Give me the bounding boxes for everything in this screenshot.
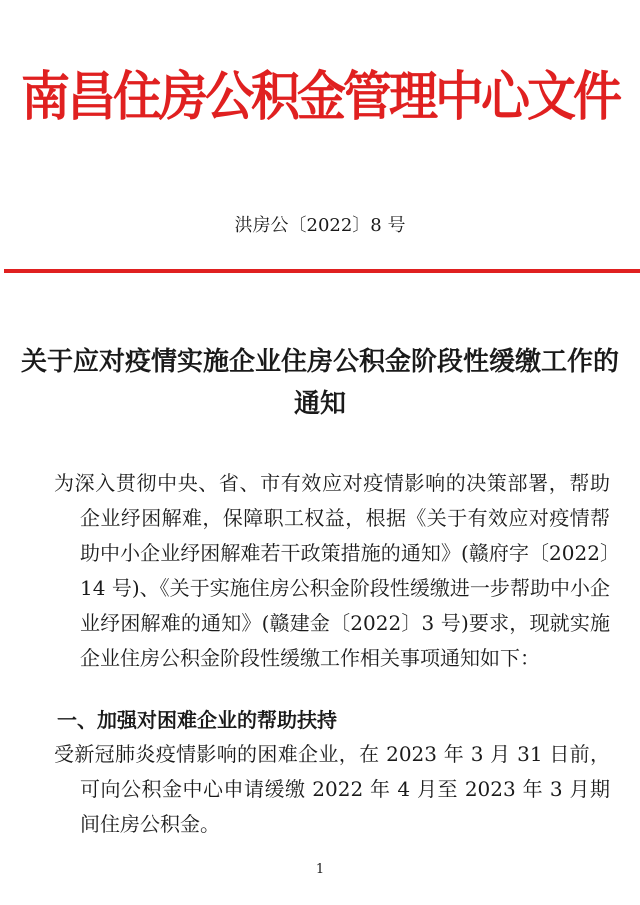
document-number: 洪房公〔2022〕8 号 [234,215,406,236]
body-paragraph-section-1: 受新冠肺炎疫情影响的困难企业，在 2023 年 3 月 31 日前，可向公积金中心申请缓缴 2022 年 4 月至 2023 年 3 月期间住房公积金。 [54,742,610,836]
page-number: 1 [315,862,325,877]
section-heading-1: 一、加强对困难企业的帮助扶持 [57,708,337,732]
body-paragraph-intro: 为深入贯彻中央、省、市有效应对疫情影响的决策部署，帮助企业纾困解难，保障职工权益，根据《关于有效应对疫情帮助中小企业纾困解难若干政策措施的通知》(赣府字〔2022〕14 号)、《关于实施住房公积金阶段性缓缴进一步帮助中小企业纾困解难的通知》(赣建金〔2022〕3 号)要求，现就实施企业住房公积金阶段性缓缴工作相关事项通知如下： [54,471,610,670]
red-divider-line [4,269,640,273]
notice-title: 关于应对疫情实施企业住房公积金阶段性缓缴工作的通知 [20,347,619,419]
issuing-authority-header: 南昌住房公积金管理中心文件 [20,65,619,128]
